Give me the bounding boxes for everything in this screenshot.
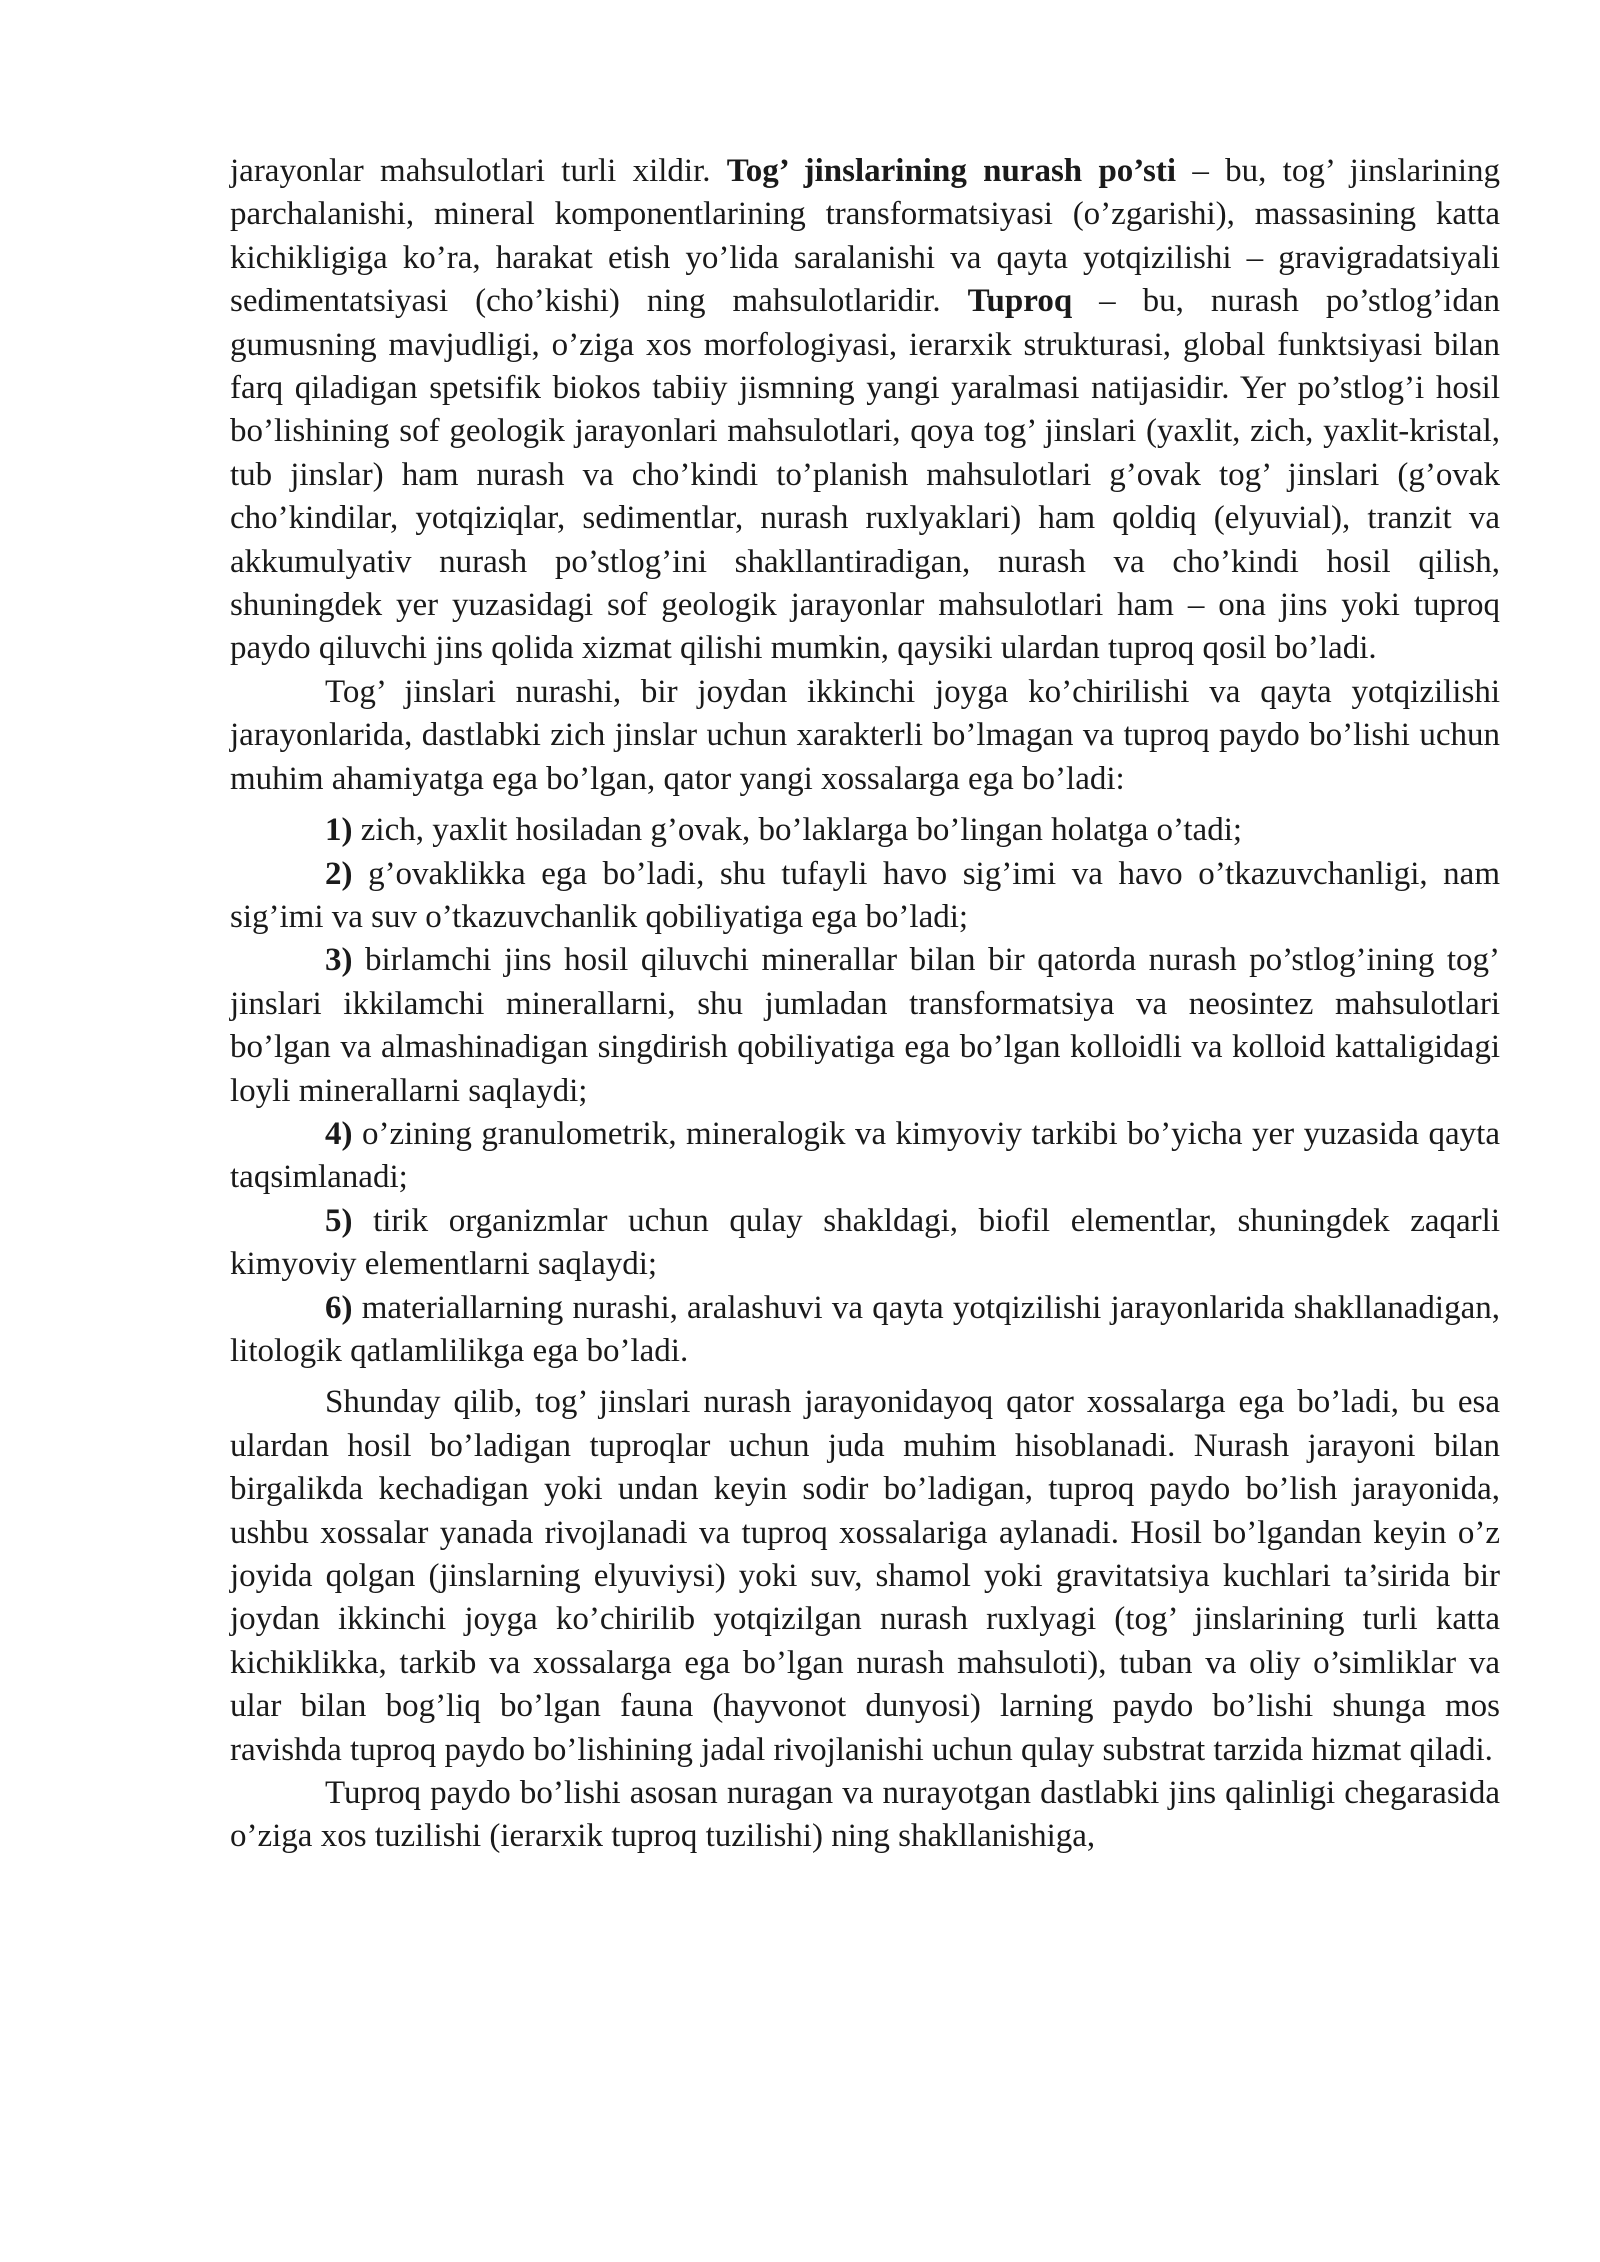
list-item-3 bbox=[230, 939, 1500, 1113]
text-run: – bu, nurash po’stlog’idan gumusning mavjudligi, o’ziga xos morfologiyasi, ierarxik strukturasi, global funktsiyasi bilan farq qiladigan spetsifik biokos tabiiy jismning yangi yaralmasi natijasidir. Yer po’stlog’i hosil bo’lishining sof geologik jarayonlari mahsulotlari, qoya tog’ jinslari (yaxlit, zich, yaxlit-kristal, tub jinslar) ham nurash va cho’kindi to’planish mahsulotlari g’ovak tog’ jinslari (g’ovak cho’kindilar, yotqiziqlar, sedimentlar, nurash ruxlyaklari) ham qoldiq (elyuvial), tranzit va akkumulyativ nurash po’stlog’ini shakllantiradigan, nurash va cho’kindi hosil qilish, shuningdek yer yuzasidagi sof geologik jarayonlar mahsulotlari ham – ona jins yoki tuproq paydo qiluvchi jins qolida xizmat qilishi mumkin, qaysiki ulardan tuproq qosil bo’ladi. bbox=[230, 283, 1500, 667]
list-item-2 bbox=[230, 853, 1500, 940]
list-number: 2) bbox=[325, 855, 353, 892]
list-text: g’ovaklikka ega bo’ladi, shu tufayli havo sig’imi va havo o’tkazuvchanligi, nam sig’imi va suv o’tkazuvchanlik qobiliyatiga ega bo’ladi; bbox=[230, 855, 1500, 935]
paragraph-soil-formation: Tuproq paydo bo’lishi asosan nuragan va nurayotgan dastlabki jins qalinligi chegarasida o’ziga xos tuzilishi (ierarxik tuproq tuzilishi) ning shakllanishiga, bbox=[230, 1775, 1500, 1855]
list-text: o’zining granulometrik, mineralogik va kimyoviy tarkibi bo’yicha yer yuzasida qayta taqsimlanadi; bbox=[230, 1115, 1500, 1196]
list-number: 1) bbox=[325, 812, 353, 849]
list-number: 3) bbox=[325, 942, 353, 979]
list-number: 4) bbox=[325, 1115, 353, 1152]
list-number: 6) bbox=[325, 1289, 353, 1326]
list-item-1 bbox=[230, 809, 1500, 852]
list-item-4 bbox=[230, 1113, 1500, 1200]
list-item-5 bbox=[230, 1200, 1500, 1287]
text-run: jarayonlar mahsulotlari turli xildir. bbox=[230, 153, 727, 189]
paragraph-intro bbox=[230, 150, 1500, 671]
text-run: – bu, tog’ jinslarining parchalanishi, mineral komponentlarining transformatsiyasi (o’zgarishi), massasining katta kichikligiga ko’ra, harakat etish yo’lida saralanishi va qayta yotqizilishi – gravigradatsiyali sedimentatsiyasi (cho’kishi) ning mahsulotlaridir. bbox=[230, 153, 1500, 320]
list-text: zich, yaxlit hosiladan g’ovak, bo’laklarga bo’lingan holatga o’tadi; bbox=[352, 812, 1243, 849]
list-text: tirik organizmlar uchun qulay shakldagi, biofil elementlar, shuningdek zaqarli kimyoviy elementlarni saqlaydi; bbox=[230, 1202, 1500, 1283]
document-page bbox=[230, 150, 1500, 1859]
term-soil: Tuproq bbox=[967, 283, 1073, 320]
list-item-6 bbox=[230, 1287, 1500, 1374]
paragraph-properties-intro: Tog’ jinslari nurashi, bir joydan ikkinchi joyga ko’chirilishi va qayta yotqizilishi jarayonlarida, dastlabki zich jinslar uchun xarakterli bo’lmagan va tuproq paydo bo’lishi uchun muhim ahamiyatga ega bo’lgan, qator yangi xossalarga ega bo’ladi: bbox=[230, 673, 1500, 797]
list-text: materiallarning nurashi, aralashuvi va qayta yotqizilishi jarayonlarida shakllanadigan, litologik qatlamlilikga ega bo’ladi. bbox=[230, 1289, 1500, 1369]
list-number: 5) bbox=[325, 1202, 353, 1239]
term-weathering-crust: Tog’ jinslarining nurash po’sti bbox=[726, 153, 1177, 189]
list-text: birlamchi jins hosil qiluvchi minerallar bilan bir qatorda nurash po’stlog’ining tog’ jinslari ikkilamchi minerallarni, shu jumladan transformatsiya va neosintez mahsulotlari bo’lgan va almashinadigan singdirish qobiliyatiga ega bo’lgan kolloidli va kolloid kattaligidagi loyli minerallarni saqlaydi; bbox=[230, 942, 1500, 1109]
paragraph-conclusion: Shunday qilib, tog’ jinslari nurash jarayonidayoq qator xossalarga ega bo’ladi, bu esa ulardan hosil bo’ladigan tuproqlar uchun juda muhim hisoblanadi. Nurash jarayoni bilan birgalikda kechadigan yoki undan keyin sodir bo’ladigan, tuproq paydo bo’lish jarayonida, ushbu xossalar yanada rivojlanadi va tuproq xossalariga aylanadi. Hosil bo’lgandan keyin o’z joyida qolgan (jinslarning elyuviysi) yoki suv, shamol yoki gravitatsiya kuchlari ta’sirida bir joydan ikkinchi joyga ko’chirilib yotqizilgan nurash ruxlyagi (tog’ jinslarining turli katta kichiklikka, tarkib va xossalarga ega bo’lgan nurash mahsuloti), tuban va oliy o’simliklar va ular bilan bog’liq bo’lgan fauna (hayvonot dunyosi) larning paydo bo’lishi shunga mos ravishda tuproq paydo bo’lishining jadal rivojlanishi uchun qulay substrat tarzida hizmat qiladi. bbox=[230, 1384, 1500, 1768]
